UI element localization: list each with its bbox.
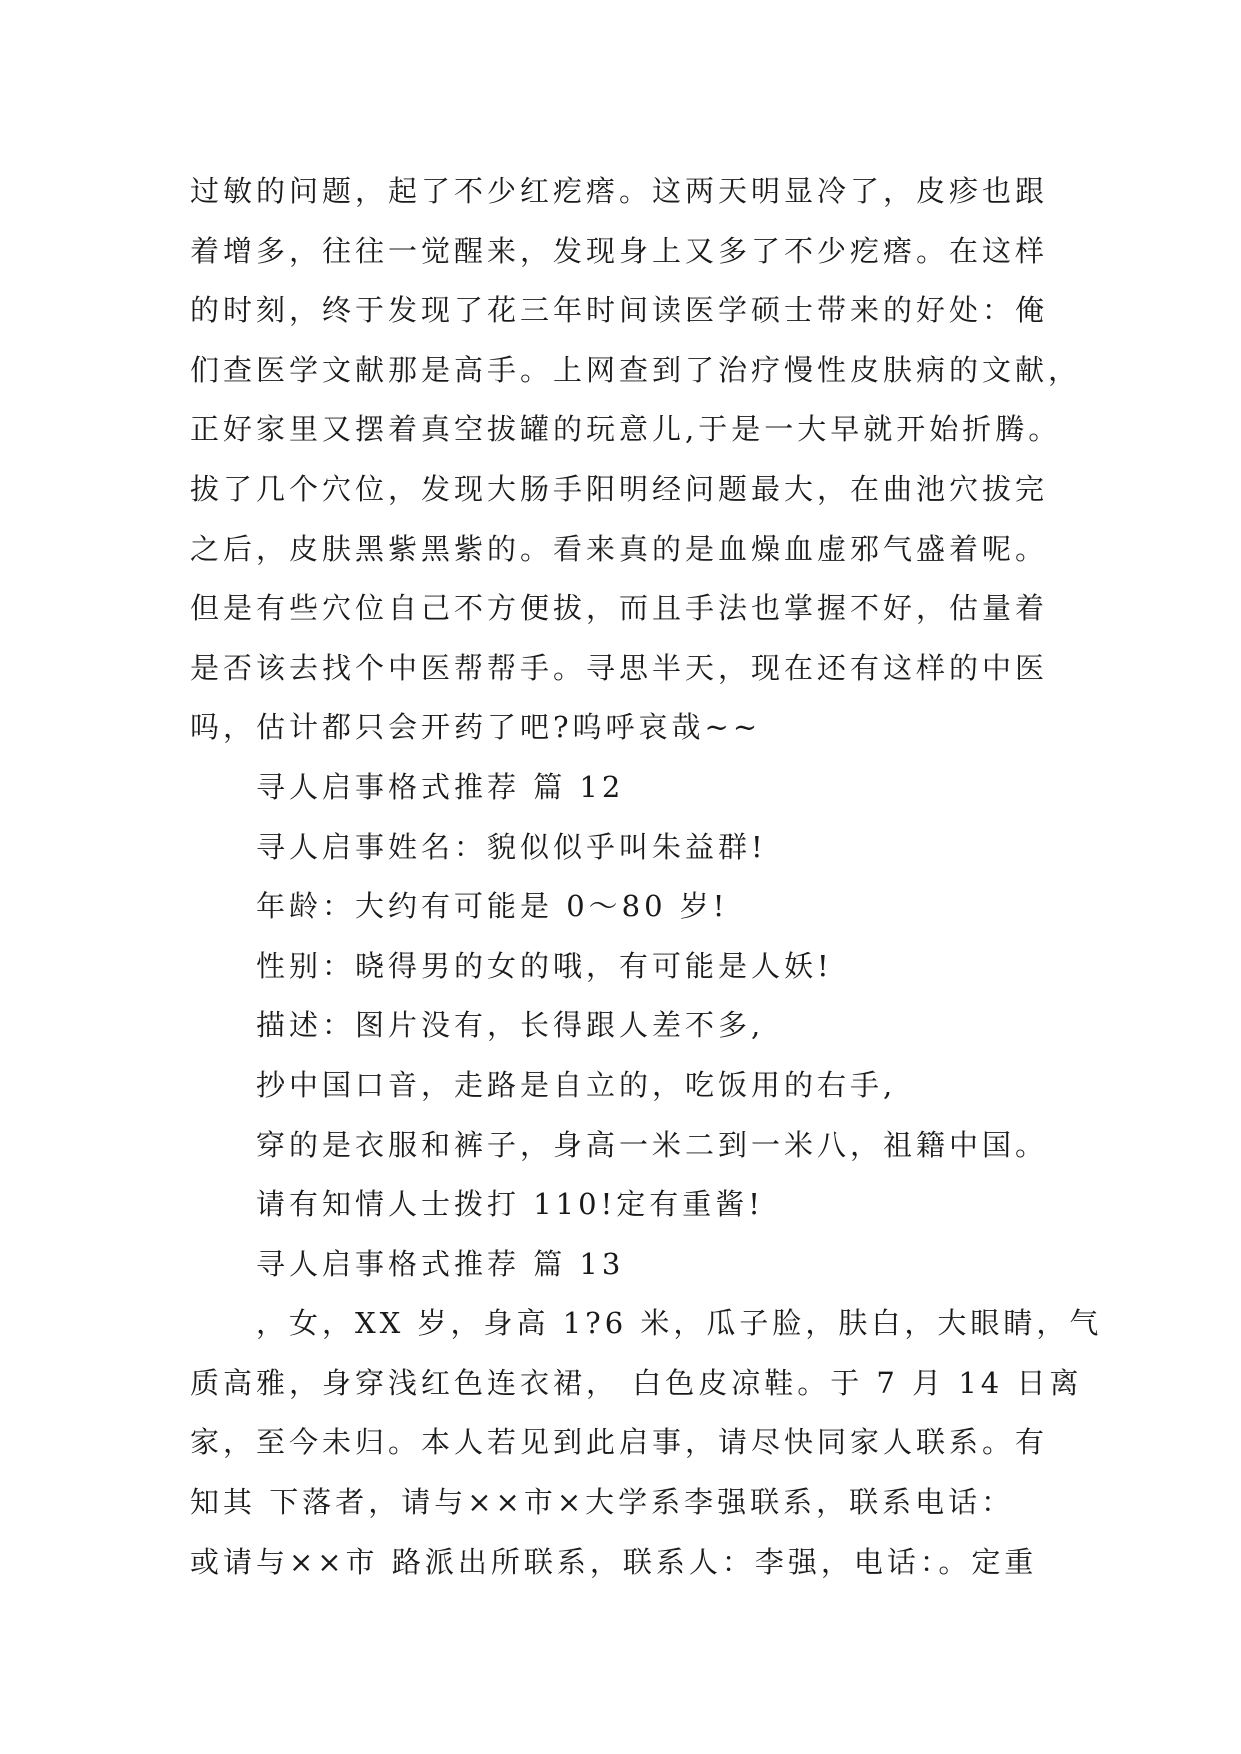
- notice-detail-line: 穿的是衣服和裤子，身高一米二到一米八，祖籍中国。: [256, 1127, 1049, 1162]
- section-heading: 寻人启事格式推荐 篇 12: [256, 769, 625, 804]
- text-line: 家，至今未归。本人若见到此启事，请尽快同家人联系。有: [190, 1425, 1049, 1460]
- text-line: 或请与××市 路派出所联系，联系人：李强，电话：。定重: [190, 1544, 1038, 1579]
- section-13: [190, 1235, 1103, 1593]
- section-heading: 寻人启事格式推荐 篇 13: [256, 1246, 625, 1281]
- text-line: 吗，估计都只会开药了吧?呜呼哀哉~~: [190, 710, 762, 745]
- text-line: 之后，皮肤黑紫黑紫的。看来真的是血燥血虚邪气盛着呢。: [190, 531, 1049, 566]
- notice-age-line: 年龄：大约有可能是 0～80 岁!: [256, 889, 729, 924]
- notice-contact-line: 请有知情人士拨打 110!定有重酱!: [256, 1187, 764, 1222]
- text-line: 们查医学文献那是高手。上网查到了治疗慢性皮肤病的文献，: [190, 352, 1082, 387]
- text-line: 正好家里又摆着真空拔罐的玩意儿,于是一大早就开始折腾。: [190, 412, 1062, 447]
- paragraph-continued: [190, 162, 1082, 758]
- document-body: [190, 162, 1103, 1592]
- notice-gender-line: 性别：晓得男的女的哦，有可能是人妖!: [256, 948, 833, 983]
- text-line: 的时刻，终于发现了花三年时间读医学硕士带来的好处：俺: [190, 293, 1049, 328]
- text-line: 知其 下落者，请与××市×大学系李强联系，联系电话：: [190, 1485, 1015, 1520]
- text-line: ，女，XX 岁，身高 1?6 米，瓜子脸，肤白，大眼睛，气: [256, 1306, 1103, 1341]
- section-12: [190, 758, 1070, 1235]
- text-line: 但是有些穴位自己不方便拔，而且手法也掌握不好，估量着: [190, 591, 1049, 626]
- text-line: 过敏的问题，起了不少红疙瘩。这两天明显冷了，皮疹也跟: [190, 174, 1049, 208]
- text-line: 是否该去找个中医帮帮手。寻思半天，现在还有这样的中医: [190, 650, 1049, 685]
- notice-detail-line: 抄中国口音，走路是自立的，吃饭用的右手,: [256, 1067, 897, 1102]
- text-line: 拔了几个穴位，发现大肠手阳明经问题最大，在曲池穴拔完: [190, 471, 1049, 506]
- text-line: 着增多，往往一觉醒来，发现身上又多了不少疙瘩。在这样: [190, 233, 1049, 268]
- text-line: 质高雅，身穿浅红色连衣裙， 白色皮凉鞋。于 7 月 14 日离: [190, 1365, 1083, 1400]
- notice-description-line: 描述：图片没有，长得跟人差不多,: [256, 1008, 765, 1043]
- notice-name-line: 寻人启事姓名：貌似似乎叫朱益群!: [256, 829, 767, 864]
